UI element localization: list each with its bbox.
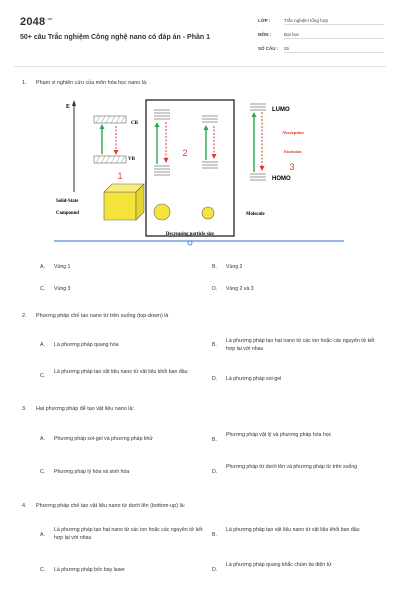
emission-label: Emission <box>284 149 302 154</box>
question-4 <box>22 503 185 509</box>
size-axis-marker <box>188 241 192 245</box>
option-text: Vùng 2 <box>226 264 243 270</box>
question-number: 3. <box>22 406 27 412</box>
question-number: 4. <box>22 503 27 509</box>
meta-row-subject <box>258 32 300 37</box>
question-1 <box>22 80 148 86</box>
logo-suffix: .vn <box>46 16 53 21</box>
option-key: D. <box>212 469 218 475</box>
option-key: B. <box>212 437 217 443</box>
option-text: Phương pháp vật lý và phương pháp hóa học <box>226 432 332 438</box>
meta-row-class <box>258 18 329 23</box>
question-text: Phương pháp chế tạo vật liệu nano từ dưới lên (bottom-up) là: <box>36 503 186 509</box>
option-key: A. <box>40 264 45 270</box>
option-key: D. <box>212 567 218 573</box>
option-text: Phương pháp sol-gel và phương pháp khử <box>54 436 153 442</box>
band-gap-diagram <box>54 96 344 250</box>
conduction-band <box>94 116 126 123</box>
document-title: 50+ câu Trắc nghiệm Công nghệ nano có đáp án - Phần 1 <box>20 34 211 41</box>
solid-state-cube <box>104 184 144 220</box>
large-nanoparticle <box>154 204 170 220</box>
option-text: Vùng 1 <box>54 264 71 270</box>
option-text: Là phương pháp sol-gel <box>226 376 282 382</box>
option-key: B. <box>212 342 217 348</box>
decreasing-size-label: Decreasing particle size <box>165 232 215 237</box>
compound-label: Compound <box>56 211 79 216</box>
option-text: Là phương pháp tạo hạt nano từ các ion hoặc các nguyên tử kết hợp lại với nhau <box>226 338 375 352</box>
question-text: Hai phương pháp để tạo vật liệu nano là: <box>36 406 134 412</box>
option-text: Là phương pháp quang hóa <box>54 342 119 348</box>
option-key: C. <box>40 373 46 379</box>
small-nanoparticle <box>202 207 214 219</box>
option-key: A. <box>40 436 45 442</box>
region-3-number: 3 <box>289 162 295 172</box>
absorption-label: Absorption <box>282 130 304 135</box>
option-key: B. <box>212 532 217 538</box>
question-text: Phạm vi nghiên cứu của môn hóa học nano là: <box>36 80 148 86</box>
option-key: D. <box>212 286 218 292</box>
lumo-label: LUMO <box>272 107 290 113</box>
question-2 <box>22 313 168 319</box>
option-key: C. <box>40 286 46 292</box>
molecule-label: Molecule <box>246 212 265 217</box>
question-number: 1. <box>22 80 27 86</box>
meta-value: 25 <box>284 46 384 53</box>
region-1-number: 1 <box>117 171 123 181</box>
energy-axis-arrow <box>72 100 76 106</box>
energy-axis-label: E <box>66 104 71 110</box>
option-key: C. <box>40 469 46 475</box>
option-text: Phương pháp lý hóa và sinh hóa <box>54 469 130 475</box>
option-key: D. <box>212 376 218 382</box>
meta-label: MÔN : <box>258 32 272 37</box>
solid-state-label: Solid-State <box>56 199 79 204</box>
homo-label: HOMO <box>272 176 291 182</box>
option-text: Là phương pháp tạo vật liệu nano từ vật liệu khối ban đầu <box>54 369 188 375</box>
question-number: 2. <box>22 313 27 319</box>
region-2-number: 2 <box>182 148 188 158</box>
meta-value: Đại học <box>284 32 384 39</box>
option-text: Là phương pháp bốc bay laser <box>54 567 125 573</box>
meta-value: Trắc nghiệm tổng hợp <box>284 18 384 25</box>
option-text: Là phương pháp quang khắc chùm tia điện tử <box>226 562 332 568</box>
option-key: C. <box>40 567 46 573</box>
question-text: Phương pháp chế tạo nano từ trên xuống (top-down) là <box>36 313 169 319</box>
nano-levels <box>154 110 218 175</box>
option-key: B. <box>212 264 217 270</box>
option-text: Phương pháp từ dưới lên và phương pháp từ trên xuống <box>226 464 358 470</box>
meta-label: LỚP : <box>258 18 271 23</box>
option-text: Là phương pháp tạo vật liệu nano từ vật liệu khối ban đầu <box>226 527 360 533</box>
option-text: Vùng 2 và 3 <box>226 286 254 292</box>
valence-band <box>94 156 126 163</box>
cb-label: CB <box>131 121 138 126</box>
question-3 <box>22 406 134 412</box>
option-text: Vùng 3 <box>54 286 71 292</box>
option-key: A. <box>40 532 45 538</box>
vb-label: VB <box>128 157 135 162</box>
header-divider <box>14 66 386 67</box>
meta-label: SỐ CÂU : <box>258 46 279 51</box>
option-text: Là phương pháp tạo hạt nano từ các ion hoặc các nguyên tử kết hợp lại với nhau <box>54 527 203 541</box>
option-key: A. <box>40 342 45 348</box>
logo-text: 2048 <box>20 16 46 28</box>
meta-row-count <box>258 46 290 51</box>
site-logo[interactable] <box>20 16 53 28</box>
page-header <box>0 0 400 62</box>
